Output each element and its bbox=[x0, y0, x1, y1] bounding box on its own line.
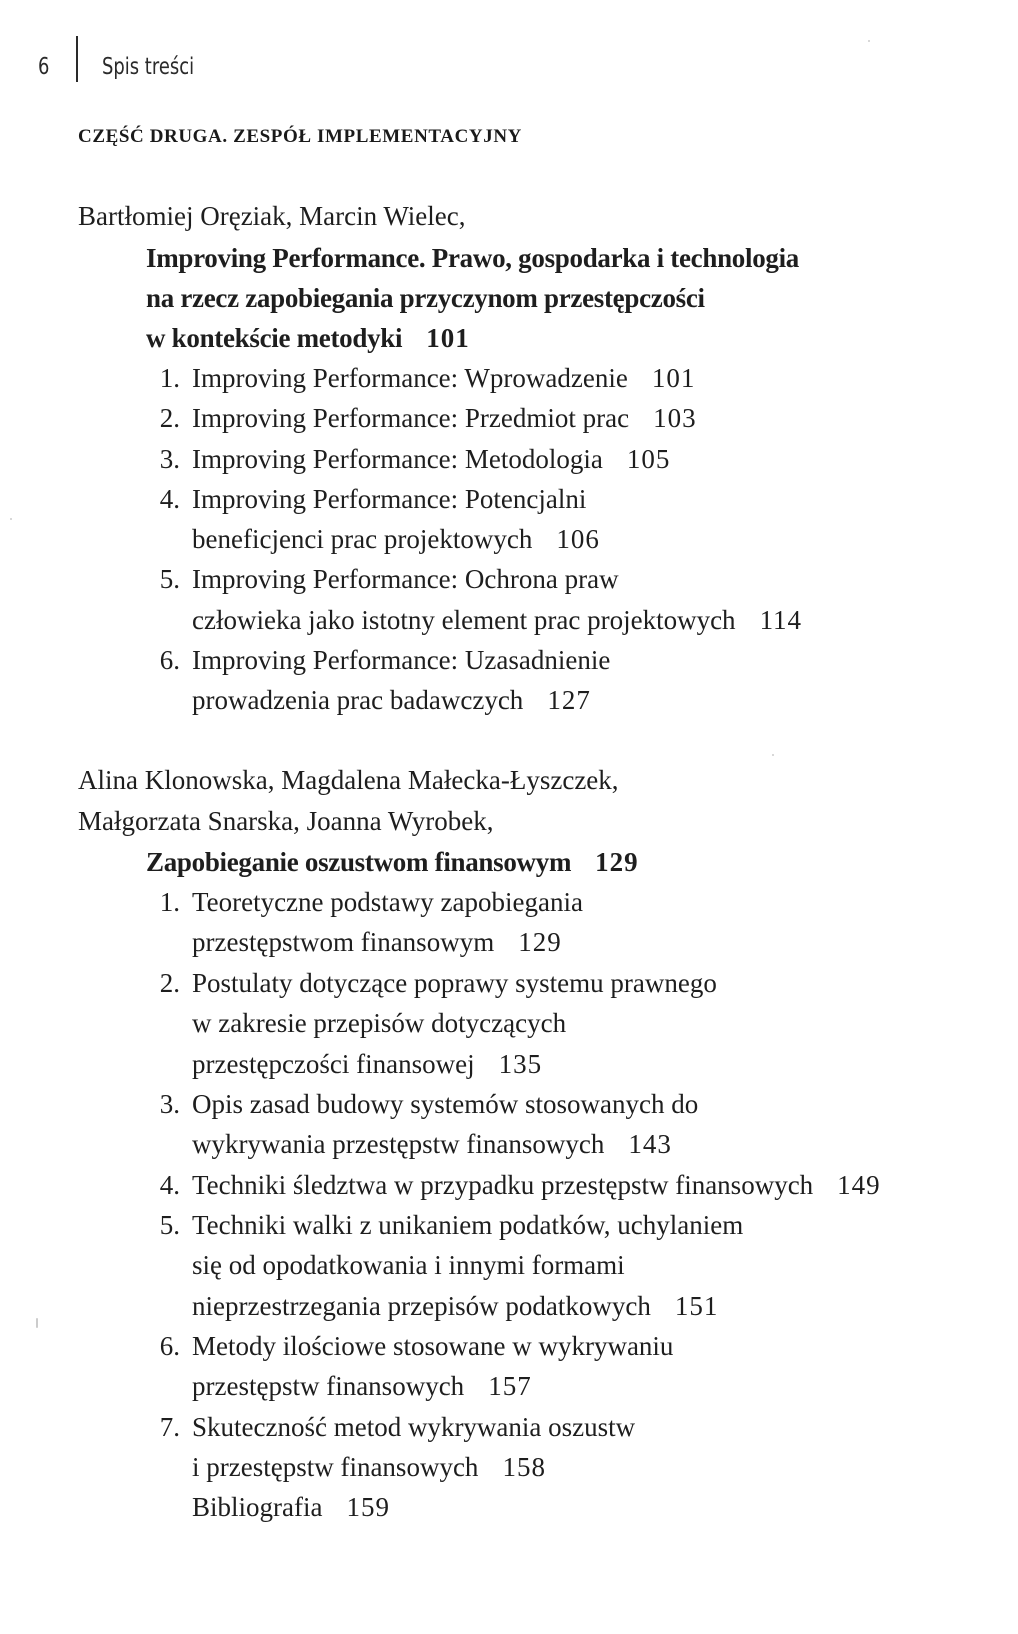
section-number: 3. bbox=[159, 444, 180, 474]
article-authors: Alina Klonowska, Magdalena Małecka-Łyszczek, bbox=[78, 765, 619, 795]
section-page-number: 135 bbox=[498, 1049, 543, 1079]
section-number: 4. bbox=[159, 1170, 180, 1200]
toc-entry[interactable] bbox=[192, 1165, 881, 1205]
section-title: wykrywania przestępstw finansowych bbox=[192, 1129, 605, 1159]
section-page-number: 157 bbox=[488, 1371, 532, 1401]
article-authors: Małgorzata Snarska, Joanna Wyrobek, bbox=[78, 806, 494, 836]
toc-entry[interactable] bbox=[192, 600, 802, 640]
section-title: beneficjenci prac projektowych bbox=[192, 524, 533, 554]
section-number: 5. bbox=[159, 564, 180, 594]
section-page-number: 143 bbox=[628, 1129, 672, 1159]
scan-speck bbox=[772, 754, 774, 756]
section-page-number: 158 bbox=[502, 1452, 546, 1482]
article-page-number: 101 bbox=[426, 323, 470, 353]
toc-entry[interactable] bbox=[192, 398, 697, 438]
page-number: 6 bbox=[38, 54, 50, 80]
article-title-line: Improving Performance. Prawo, gospodarka i technologia bbox=[146, 243, 799, 273]
section-title: Bibliografia bbox=[192, 1492, 323, 1522]
section-title[interactable]: Metody ilościowe stosowane w wykrywaniu bbox=[192, 1331, 674, 1361]
scan-speck bbox=[868, 40, 870, 42]
header-divider bbox=[76, 36, 78, 82]
section-page-number: 151 bbox=[674, 1291, 719, 1321]
section-number: 1. bbox=[159, 363, 180, 393]
section-title[interactable]: Improving Performance: Potencjalni bbox=[192, 484, 587, 514]
section-number: 6. bbox=[159, 645, 180, 675]
section-page-number: 101 bbox=[651, 363, 696, 393]
section-title: przestępczości finansowej bbox=[192, 1049, 475, 1079]
article-title-line bbox=[146, 842, 639, 882]
section-title: Improving Performance: Wprowadzenie bbox=[192, 363, 628, 393]
article-page-number: 129 bbox=[595, 847, 639, 877]
toc-entry[interactable] bbox=[192, 1286, 718, 1326]
running-title: Spis treści bbox=[102, 54, 195, 80]
section-title[interactable]: w zakresie przepisów dotyczących bbox=[192, 1008, 567, 1038]
toc-entry[interactable] bbox=[192, 1366, 532, 1406]
section-page-number: 105 bbox=[626, 444, 671, 474]
section-title[interactable]: Techniki walki z unikaniem podatków, uchylaniem bbox=[192, 1210, 744, 1240]
toc-entry[interactable] bbox=[192, 1044, 542, 1084]
article-title-text: w kontekście metodyki bbox=[146, 323, 403, 353]
section-page-number: 103 bbox=[653, 403, 697, 433]
section-title: nieprzestrzegania przepisów podatkowych bbox=[192, 1291, 651, 1321]
section-title[interactable]: Skuteczność metod wykrywania oszustw bbox=[192, 1412, 636, 1442]
article-authors: Bartłomiej Oręziak, Marcin Wielec, bbox=[78, 201, 466, 231]
section-page-number: 114 bbox=[759, 605, 803, 635]
section-title[interactable]: się od opodatkowania i innymi formami bbox=[192, 1250, 625, 1280]
toc-entry[interactable] bbox=[192, 439, 670, 479]
toc-entry[interactable] bbox=[192, 922, 562, 962]
section-title[interactable]: Opis zasad budowy systemów stosowanych do bbox=[192, 1089, 699, 1119]
section-number: 5. bbox=[159, 1210, 180, 1240]
part-heading: CZĘŚĆ DRUGA. ZESPÓŁ IMPLEMENTACYJNY bbox=[78, 126, 522, 147]
toc-entry[interactable] bbox=[192, 358, 695, 398]
section-title: i przestępstw finansowych bbox=[192, 1452, 479, 1482]
section-number: 7. bbox=[159, 1412, 180, 1442]
section-title[interactable]: Improving Performance: Ochrona praw bbox=[192, 564, 619, 594]
running-header bbox=[0, 0, 1018, 110]
article-title-text: Zapobieganie oszustwom finansowym bbox=[146, 847, 572, 877]
toc-entry[interactable] bbox=[192, 1124, 672, 1164]
section-title[interactable]: Teoretyczne podstawy zapobiegania bbox=[192, 887, 583, 917]
article-title-line bbox=[146, 318, 470, 358]
section-title: przestępstw finansowych bbox=[192, 1371, 465, 1401]
article-title-line: na rzecz zapobiegania przyczynom przestępczości bbox=[146, 283, 705, 313]
section-page-number: 127 bbox=[547, 685, 591, 715]
section-title: Improving Performance: Przedmiot prac bbox=[192, 403, 630, 433]
toc-entry[interactable] bbox=[192, 1447, 546, 1487]
scan-speck bbox=[36, 1318, 38, 1328]
section-number: 6. bbox=[159, 1331, 180, 1361]
section-title: Improving Performance: Metodologia bbox=[192, 444, 603, 474]
section-title[interactable]: Improving Performance: Uzasadnienie bbox=[192, 645, 611, 675]
scan-speck bbox=[10, 518, 12, 520]
toc-entry[interactable] bbox=[192, 680, 591, 720]
section-number: 2. bbox=[159, 968, 180, 998]
section-number: 3. bbox=[159, 1089, 180, 1119]
bibliography-entry[interactable] bbox=[192, 1487, 390, 1527]
section-title: przestępstwom finansowym bbox=[192, 927, 495, 957]
section-title: prowadzenia prac badawczych bbox=[192, 685, 524, 715]
toc-entry[interactable] bbox=[192, 519, 600, 559]
section-page-number: 149 bbox=[837, 1170, 881, 1200]
section-number: 4. bbox=[159, 484, 180, 514]
section-number: 1. bbox=[159, 887, 180, 917]
section-page-number: 129 bbox=[518, 927, 562, 957]
section-title[interactable]: Postulaty dotyczące poprawy systemu prawnego bbox=[192, 968, 717, 998]
section-number: 2. bbox=[159, 403, 180, 433]
section-page-number: 106 bbox=[556, 524, 600, 554]
section-title: Techniki śledztwa w przypadku przestępstw finansowych bbox=[192, 1170, 814, 1200]
section-page-number: 159 bbox=[346, 1492, 390, 1522]
section-title: człowieka jako istotny element prac projektowych bbox=[192, 605, 736, 635]
